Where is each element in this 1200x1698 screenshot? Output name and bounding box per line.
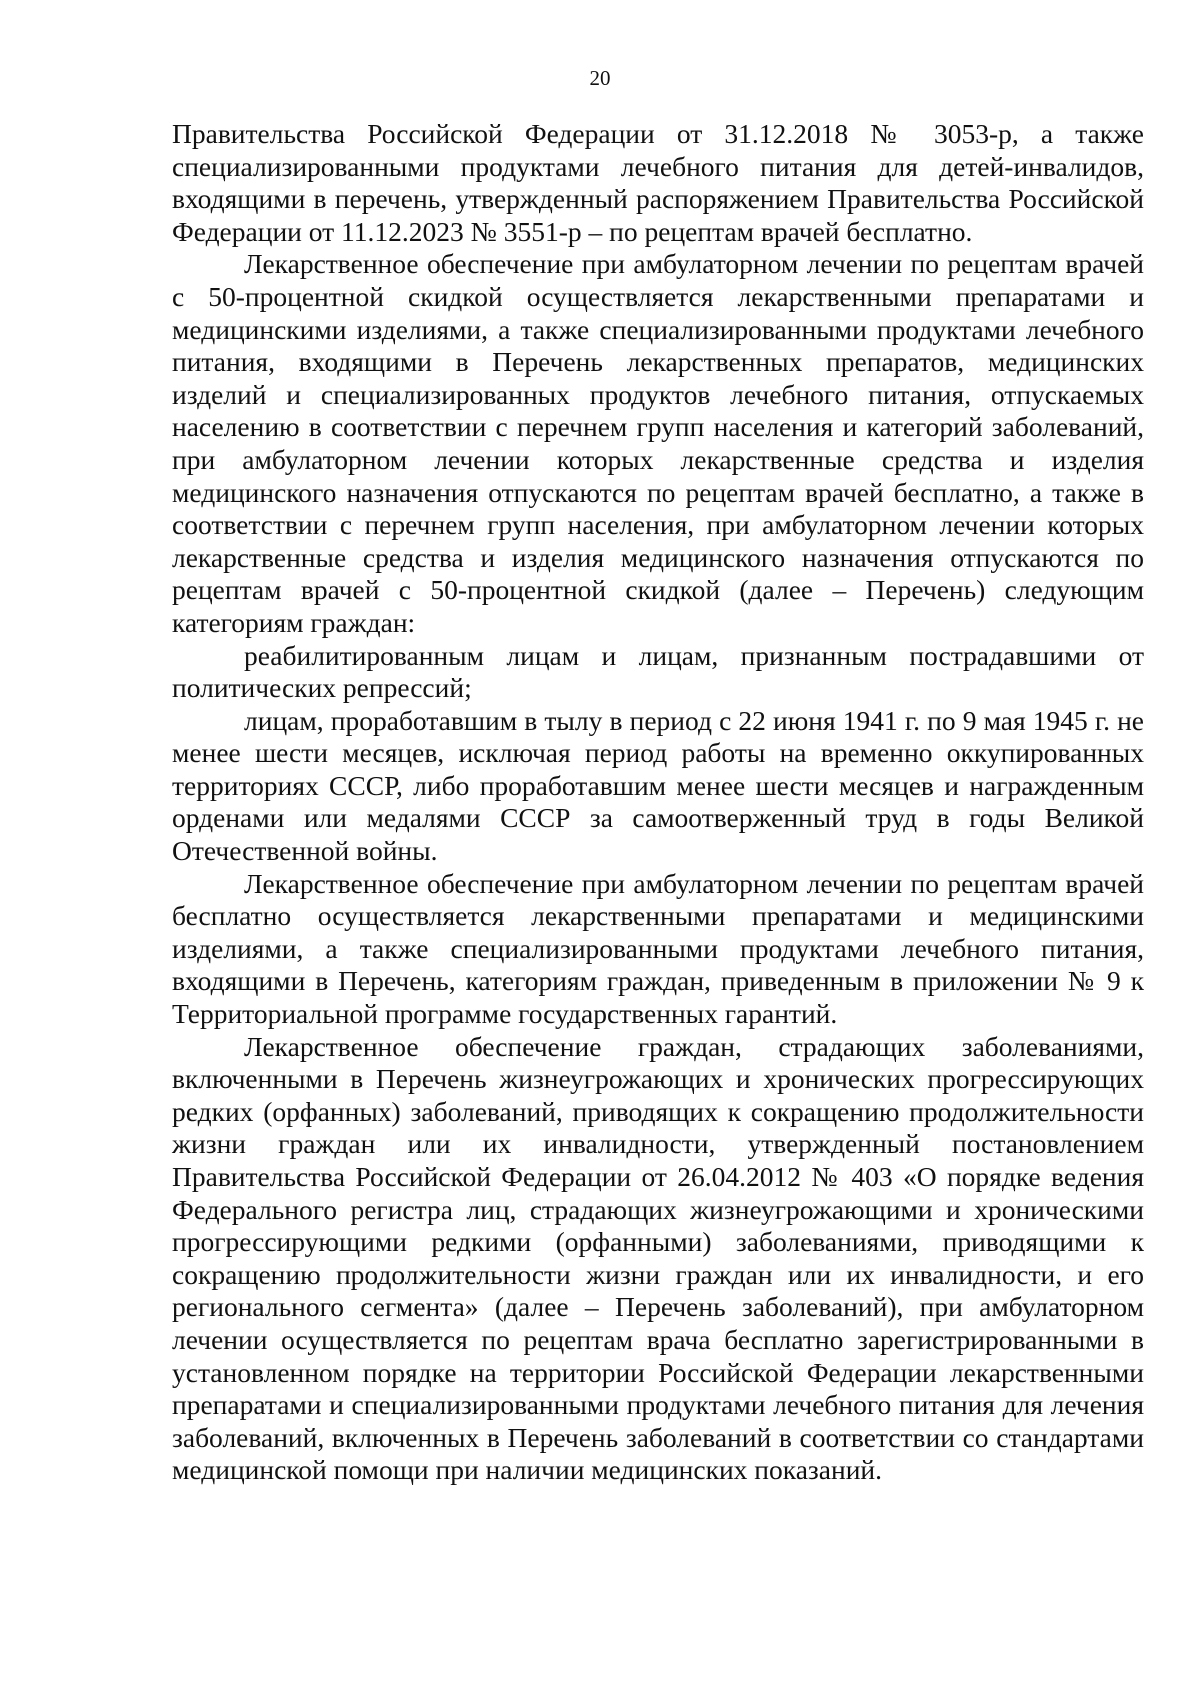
paragraph-continuation: Правительства Российской Федерации от 31.12.2018 № 3053-р, а также специализированными продуктами лечебного питания для детей-инвалидов, входящими в перечень, утвержденный распоряжением Правительства Российской Федерации от 11.12.2023 № 3551-р – по рецептам врачей бесплатно. (172, 118, 1144, 247)
paragraph-free-provision: Лекарственное обеспечение при амбулаторном лечении по рецептам врачей бесплатно осуществляется лекарственными препаратами и медицинскими изделиями, а также специализированными продуктами лечебного питания, входящими в Перечень, категориям граждан, приведенным в приложении № 9 к Территориальной программе государственных гарантий. (172, 867, 1144, 1030)
paragraph-orphan-diseases: Лекарственное обеспечение граждан, страдающих заболеваниями, включенными в Перечень жизнеугрожающих и хронических прогрессирующих редких (орфанных) заболеваний, приводящих к сокращению продолжительности жизни граждан или их инвалидности, утвержденный постановлением Правительства Российской Федерации от 26.04.2012 № 403 «О порядке ведения Федерального регистра лиц, страдающих жизнеугрожающими и хроническими прогрессирующими редкими (орфанными) заболеваниями, приводящими к сокращению продолжительности жизни граждан или их инвалидности, и его регионального сегмента» (далее – Перечень заболеваний), при амбулаторном лечении осуществляется по рецептам врача бесплатно зарегистрированными в установленном порядке на территории Российской Федерации лекарственными препаратами и специализированными продуктами лечебного питания для лечения заболеваний, включенных в Перечень заболеваний в соответствии со стандартами медицинской помощи при наличии медицинских показаний. (172, 1030, 1144, 1486)
document-body (172, 118, 1144, 1487)
paragraph-discount-provision: Лекарственное обеспечение при амбулаторном лечении по рецептам врачей с 50-процентной скидкой осуществляется лекарственными препаратами и медицинскими изделиями, а также специализированными продуктами лечебного питания, входящими в Перечень лекарственных препаратов, медицинских изделий и специализированных продуктов лечебного питания, отпускаемых населению в соответствии с перечнем групп населения и категорий заболеваний, при амбулаторном лечении которых лекарственные средства и изделия медицинского назначения отпускаются по рецептам врачей бесплатно, а также в соответствии с перечнем групп населения, при амбулаторном лечении которых лекарственные средства и изделия медицинского назначения отпускаются по рецептам врачей с 50-процентной скидкой (далее – Перечень) следующим категориям граждан: (172, 248, 1144, 638)
page-number: 20 (589, 66, 611, 90)
paragraph-home-front-workers: лицам, проработавшим в тылу в период с 22 июня 1941 г. по 9 мая 1945 г. не менее шести месяцев, исключая период работы на временно оккупированных территориях СССР, либо проработавшим менее шести месяцев и награжденным орденами или медалями СССР за самоотверженный труд в годы Великой Отечественной войны. (172, 704, 1144, 867)
paragraph-rehabilitated-persons: реабилитированным лицам и лицам, признанным пострадавшими от политических репрессий; (172, 639, 1144, 704)
